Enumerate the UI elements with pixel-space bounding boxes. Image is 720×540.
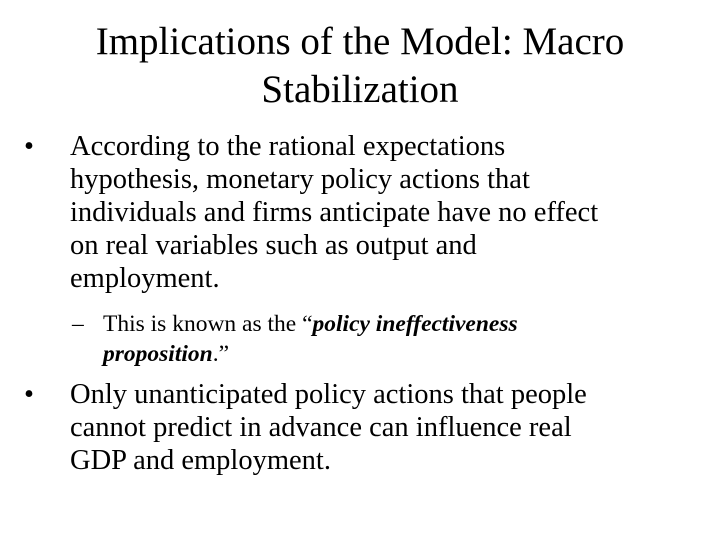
bullet-1-line-2: hypothesis, monetary policy actions that <box>70 164 530 195</box>
title-line-2: Stabilization <box>261 68 459 111</box>
sub-bullet-line-2 <box>103 339 663 369</box>
title-line-1: Implications of the Model: Macro <box>95 20 625 63</box>
slide-title <box>36 18 684 114</box>
bullet-marker-2: • <box>24 379 34 410</box>
bullet-2-line-3: GDP and employment. <box>70 445 331 476</box>
sub-bullet-prefix: This is known as the “ <box>103 311 313 337</box>
bullet-1-line-4: on real variables such as output and <box>70 230 477 261</box>
bullet-2-line-2: cannot predict in advance can influence real <box>70 412 572 443</box>
bullet-1-line-1: According to the rational expectations <box>70 131 506 162</box>
sub-bullet-suffix: .” <box>212 341 230 367</box>
bullet-1-line-3: individuals and firms anticipate have no effect <box>70 197 599 228</box>
bullet-text-1 <box>70 130 690 295</box>
bullet-marker: • <box>24 131 34 162</box>
bullet-2-line-1: Only unanticipated policy actions that people <box>70 379 587 410</box>
sub-bullet-line-1 <box>103 309 663 339</box>
sub-bullet-marker: – <box>72 311 84 337</box>
sub-bullet-text <box>103 309 663 369</box>
sub-bullet-emphasis-2: proposition <box>103 341 213 367</box>
bullet-text-2 <box>70 378 690 477</box>
bullet-1-line-5: employment. <box>70 263 220 294</box>
sub-bullet-emphasis: policy ineffectiveness <box>312 311 518 337</box>
